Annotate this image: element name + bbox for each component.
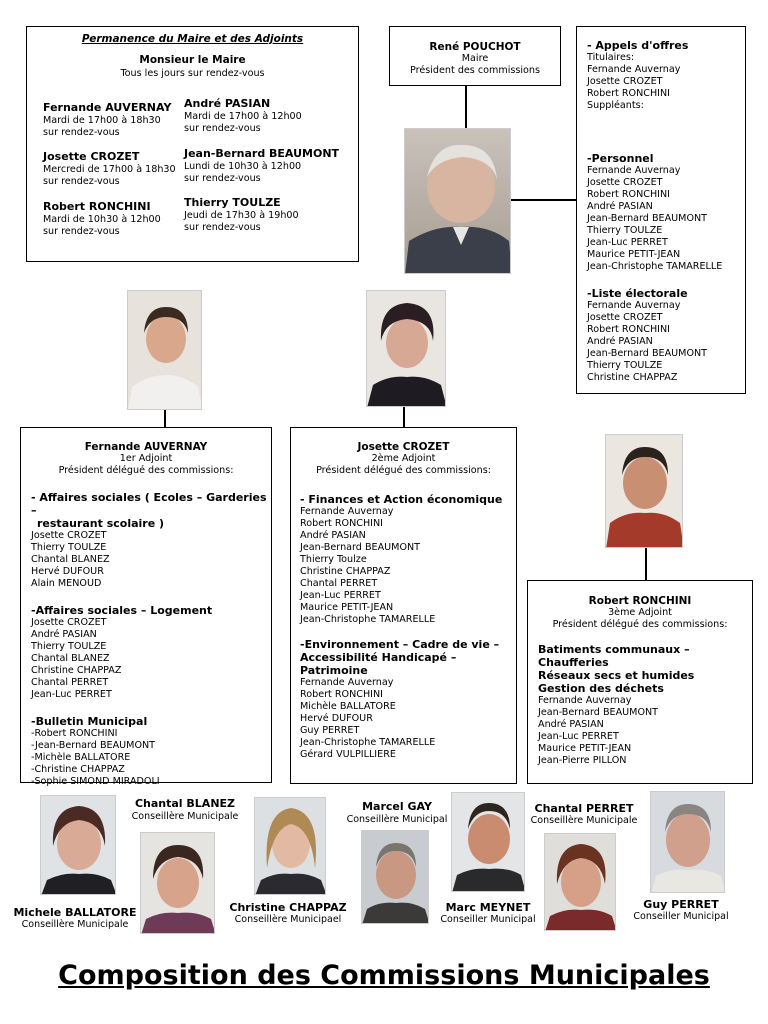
liste-list [587, 300, 745, 384]
list-item: Thierry Toulze [300, 554, 367, 565]
adj1-rank: 1er Adjoint [119, 453, 173, 464]
list-item: Josette CROZET [587, 177, 663, 188]
councillor-role: Conseiller Municipal [633, 911, 729, 922]
adj1-sec2-title: -Affaires sociales – Logement [31, 604, 213, 617]
list-item: Gérard VULPILLIERE [300, 749, 396, 760]
adjoint2-box [290, 427, 517, 784]
adjoint1-box [20, 427, 272, 787]
list-item: -Christine CHAPPAZ [31, 764, 125, 775]
portrait-icon [651, 792, 725, 893]
liste-title: -Liste électorale [587, 287, 688, 300]
list-item: Fernande Auvernay [300, 677, 394, 688]
mayor-commissions-box [576, 26, 746, 394]
list-item: Thierry TOULZE [31, 641, 107, 652]
photo-guy-perret [650, 791, 725, 893]
councillor-name: Guy PERRET [643, 898, 719, 911]
perm-hours: Lundi de 10h30 à 12h00 [184, 161, 302, 172]
adj1-sec1-list [31, 530, 271, 590]
portrait-icon [255, 798, 326, 895]
list-item: -Sophie SIMOND MIRADOLI [31, 776, 160, 787]
list-item: -Robert RONCHINI [31, 728, 118, 739]
perm-left-0 [43, 101, 171, 139]
list-item: Thierry TOULZE [31, 542, 107, 553]
perm-right-0 [184, 97, 302, 135]
perm-right-1 [184, 147, 339, 185]
list-item: Chantal BLANEZ [31, 653, 110, 664]
list-item: Chantal PERRET [31, 677, 109, 688]
adj1-name: Fernande AUVERNAY [84, 441, 208, 453]
adj3-name: Robert RONCHINI [588, 595, 692, 607]
councillor-name: Marcel GAY [362, 800, 432, 813]
perm-right-2 [184, 196, 299, 234]
list-item: Fernande Auvernay [538, 695, 632, 706]
portrait-icon [141, 833, 215, 934]
connector-line [465, 86, 467, 128]
councillor-role: Conseillère Municipael [234, 914, 342, 925]
perm-note: sur rendez-vous [43, 176, 120, 187]
perm-name: Robert RONCHINI [43, 200, 151, 213]
list-item: Jean-Bernard BEAUMONT [587, 213, 708, 224]
councillor-name: Chantal PERRET [534, 802, 634, 815]
councillor-role: Conseillère Municipal [346, 814, 448, 825]
list-item: Josette CROZET [587, 312, 663, 323]
maire-hours: Tous les jours sur rendez-vous [120, 68, 265, 79]
adj2-sec1-list [300, 506, 516, 626]
connector-line [164, 410, 166, 427]
suppleants-label: Suppléants: [587, 100, 644, 111]
list-item: Fernande Auvernay [587, 64, 681, 75]
list-item: Maurice PETIT-JEAN [300, 602, 394, 613]
maire-label: Monsieur le Maire [139, 54, 246, 66]
list-item: Josette CROZET [587, 76, 663, 87]
connector-line [403, 407, 405, 427]
titulaires-list [587, 64, 745, 100]
list-item: Jean-Luc PERRET [300, 590, 381, 601]
adj3-list [538, 695, 752, 767]
perm-name: Thierry TOULZE [184, 196, 281, 209]
perm-name: Josette CROZET [43, 150, 140, 163]
list-item: Fernande Auvernay [587, 300, 681, 311]
councillor-name: Chantal BLANEZ [134, 797, 236, 810]
adj3-title2: Réseaux secs et humides [538, 669, 695, 682]
mayor-subrole: Président des commissions [410, 65, 540, 76]
adj2-sec2-list [300, 677, 516, 761]
list-item: Robert RONCHINI [587, 88, 670, 99]
list-item: Maurice PETIT-JEAN [587, 249, 681, 260]
list-item: André PASIAN [31, 629, 97, 640]
connector-line [645, 548, 647, 580]
list-item: Robert RONCHINI [300, 518, 383, 529]
list-item: Jean-Pierre PILLON [538, 755, 627, 766]
photo-josette-crozet [366, 290, 446, 407]
councillor-name: Christine CHAPPAZ [229, 901, 347, 914]
photo-fernande-auvernay [127, 290, 202, 410]
perm-note: sur rendez-vous [184, 222, 261, 233]
list-item: Hervé DUFOUR [31, 566, 104, 577]
portrait-icon [405, 129, 511, 274]
adj1-sec3-title: -Bulletin Municipal [31, 715, 148, 728]
personnel-list [587, 165, 745, 273]
perm-note: sur rendez-vous [43, 226, 120, 237]
list-item: Fernande Auvernay [587, 165, 681, 176]
perm-name: Fernande AUVERNAY [43, 101, 172, 114]
adj2-name: Josette CROZET [357, 441, 450, 453]
list-item: Christine CHAPPAZ [31, 665, 122, 676]
list-item: André PASIAN [587, 336, 653, 347]
list-item: Christine CHAPPAZ [587, 372, 678, 383]
portrait-icon [367, 291, 446, 407]
list-item: André PASIAN [300, 530, 366, 541]
adj2-sec2-title: -Environnement – Cadre de vie – [300, 638, 500, 651]
perm-hours: Mardi de 10h30 à 12h00 [43, 214, 161, 225]
list-item: -Jean-Bernard BEAUMONT [31, 740, 156, 751]
portrait-icon [41, 796, 116, 895]
perm-hours: Mardi de 17h00 à 18h30 [43, 115, 161, 126]
list-item: Jean-Christophe TAMARELLE [300, 737, 436, 748]
perm-hours: Jeudi de 17h30 à 19h00 [184, 210, 299, 221]
list-item: Guy PERRET [300, 725, 360, 736]
list-item: Maurice PETIT-JEAN [538, 743, 632, 754]
adj1-sec2-list [31, 617, 271, 701]
personnel-title: -Personnel [587, 152, 654, 165]
list-item: Jean-Christophe TAMARELLE [300, 614, 436, 625]
list-item: Chantal BLANEZ [31, 554, 110, 565]
adj1-role: Président délégué des commissions: [58, 465, 234, 476]
adj2-sec2-title2: Accessibilité Handicapé – Patrimoine [300, 651, 457, 677]
permanence-box [26, 26, 359, 262]
permanence-title: Permanence du Maire et des Adjoints [81, 33, 304, 45]
adjoint3-box [527, 580, 753, 784]
list-item: André PASIAN [538, 719, 604, 730]
page-title: Composition des Commissions Municipales [58, 960, 710, 991]
list-item: Michèle BALLATORE [300, 701, 396, 712]
perm-left-1 [43, 150, 176, 188]
photo-christine-chappaz [254, 797, 326, 895]
portrait-icon [606, 435, 683, 548]
photo-michele-ballatore [40, 795, 116, 895]
list-item: Josette CROZET [31, 530, 107, 541]
councillor-role: Conseillère Municipale [21, 919, 129, 930]
list-item: Chantal PERRET [300, 578, 378, 589]
list-item: -Michèle BALLATORE [31, 752, 131, 763]
mayor-box [389, 26, 561, 86]
adj2-role: Président délégué des commissions: [316, 465, 491, 476]
list-item: Thierry TOULZE [587, 225, 663, 236]
list-item: Robert RONCHINI [587, 324, 670, 335]
list-item: Thierry TOULZE [587, 360, 663, 371]
perm-hours: Mardi de 17h00 à 12h00 [184, 111, 302, 122]
adj1-sec1-title2: restaurant scolaire ) [37, 517, 165, 530]
adj3-title3: Gestion des déchets [538, 682, 664, 695]
list-item: Jean-Christophe TAMARELLE [587, 261, 723, 272]
adj2-sec1-title: - Finances et Action économique [300, 493, 503, 506]
adj3-title1: Batiments communaux – Chaufferies [538, 643, 690, 669]
perm-note: sur rendez-vous [184, 123, 261, 134]
list-item: Jean-Luc PERRET [587, 237, 668, 248]
perm-note: sur rendez-vous [184, 173, 261, 184]
list-item: Josette CROZET [31, 617, 107, 628]
adj3-role: Président délégué des commissions: [552, 619, 728, 630]
councillor-name: Michele BALLATORE [13, 906, 137, 919]
adj1-sec1-title: - Affaires sociales ( Ecoles – Garderies – [31, 491, 267, 517]
list-item: Jean-Luc PERRET [538, 731, 619, 742]
perm-note: sur rendez-vous [43, 127, 120, 138]
perm-name: André PASIAN [184, 97, 271, 110]
councillor-name: Marc MEYNET [445, 901, 531, 914]
list-item: Alain MENOUD [31, 578, 102, 589]
adj1-sec3-list [31, 728, 271, 788]
adj3-rank: 3ème Adjoint [608, 607, 672, 618]
list-item: Jean-Luc PERRET [31, 689, 112, 700]
list-item: Robert RONCHINI [300, 689, 383, 700]
list-item: Hervé DUFOUR [300, 713, 373, 724]
appels-title: - Appels d'offres [587, 39, 689, 52]
councillor-role: Conseillère Municipale [530, 815, 638, 826]
list-item: Jean-Bernard BEAUMONT [538, 707, 659, 718]
list-item: Jean-Bernard BEAUMONT [587, 348, 708, 359]
portrait-icon [128, 291, 202, 410]
connector-line [511, 199, 576, 201]
councillor-role: Conseillère Municipale [131, 811, 239, 822]
photo-robert-ronchini [605, 434, 683, 548]
mayor-name: René POUCHOT [429, 41, 521, 53]
list-item: Jean-Bernard BEAUMONT [300, 542, 421, 553]
perm-hours: Mercredi de 17h00 à 18h30 [43, 164, 176, 175]
perm-left-2 [43, 200, 161, 238]
list-item: Fernande Auvernay [300, 506, 394, 517]
perm-name: Jean-Bernard BEAUMONT [184, 147, 340, 160]
councillor-role: Conseiller Municipal [440, 914, 536, 925]
adj2-rank: 2ème Adjoint [371, 453, 436, 464]
list-item: André PASIAN [587, 201, 653, 212]
list-item: Christine CHAPPAZ [300, 566, 391, 577]
photo-chantal-blanez [140, 832, 215, 934]
titulaires-label: Titulaires: [587, 52, 635, 63]
mayor-role: Maire [461, 53, 489, 64]
photo-rene-pouchot [404, 128, 511, 274]
list-item: Robert RONCHINI [587, 189, 670, 200]
